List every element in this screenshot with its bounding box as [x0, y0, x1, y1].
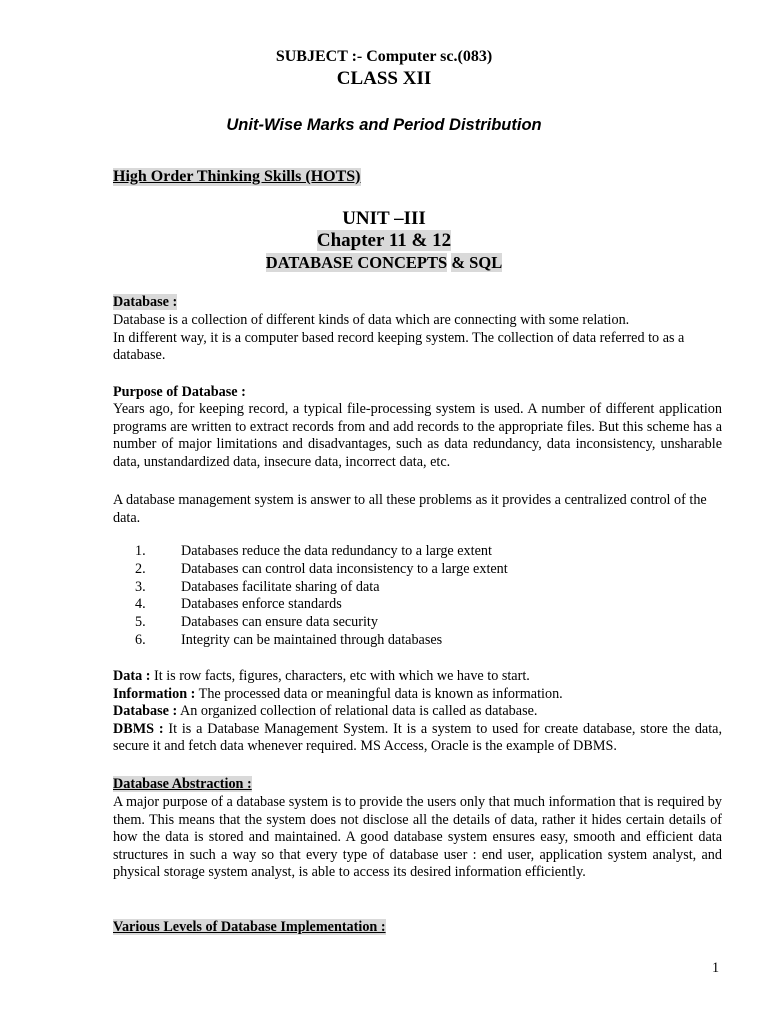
unitwise-title: Unit-Wise Marks and Period Distribution: [226, 116, 542, 134]
database-org-definition: Database : An organized collection of relational data is called as database.: [113, 703, 538, 720]
page-number: 1: [712, 960, 720, 976]
dbms-definition: DBMS : It is a Database Management System. It is a system to used for create database, store the data, secure it and fetch data whenever required. MS Access, Oracle is the example of DBMS.: [113, 720, 722, 755]
topic-title: [0, 253, 768, 273]
document-page: SUBJECT :- Computer sc.(083) CLASS XII Unit-Wise Marks and Period Distribution High Order Thinking Skills (HOTS) UNIT –III Chapter 11 & 12 DATABASE CONCEPTS & SQL Database : Database is a collection of different kinds of data which are connecting with some relation. In different way, it is a computer based record keeping system. The collection of data referred to as a database. Purpose of Database : Years ago, for keeping record, a typical file-processing system is used. A number of different application programs are written to extract records from and add records to the appropriate files. But this scheme has a number of major limitations and disadvantages, such as data redundancy, data inconsistency, unsharable data, unstandardized data, insecure data, incorrect data, etc. A database management system is answer to all these problems as it provides a centralized control of the data. 1. Databases reduce the data redundancy to a large extent 2. Databases can control data inconsistency to a large extent 3. Databases facilitate sharing of data 4. Databases enforce standards 5. Databases can ensure data security 6. Integrity can be maintained through databases Data : It is row facts, figures, characters, etc with which we have to start. Information : The processed data or meaningful data is known as information. Database : An organized collection of relational data is called as database. DBMS : It is a Database Management System. It is a system to used for create database, store the data, secure it and fetch data whenever required. MS Access, Oracle is the example of DBMS. Database Abstraction : A major purpose of a database system is to provide the users only that much information that is required by them. This means that the system does not disclose all the details of data, rather it hides certain details of how the data is stored and maintained. A good database system ensures easy, smooth and efficient data structures in such a way so that every type of database user : end user, application system analyst, and physical storage system analyst, is able to access its desired information efficiently. Various Levels of Database Implementation : 1: [0, 0, 768, 1024]
information-definition: Information : The processed data or meaningful data is known as information.: [113, 685, 563, 702]
topic-part1: DATABASE CONCEPTS: [265, 253, 448, 272]
purpose-heading: Purpose of Database :: [113, 384, 246, 400]
data-definition: Data : It is row facts, figures, characters, etc with which we have to start.: [113, 668, 530, 684]
database-line1: Database is a collection of different kinds of data which are connecting with some relation.: [113, 312, 630, 328]
unit-title: UNIT –III: [342, 208, 426, 229]
hots-heading: High Order Thinking Skills (HOTS): [113, 168, 361, 185]
levels-heading: Various Levels of Database Implementation :: [113, 919, 386, 935]
class-title: CLASS XII: [336, 68, 432, 89]
definitions-block: [113, 668, 722, 756]
database-heading: Database :: [113, 294, 178, 310]
topic-part2: & SQL: [451, 253, 503, 272]
database-line2: In different way, it is a computer based record keeping system. The collection of data referred to as a database.: [113, 329, 685, 364]
subject-line: SUBJECT :- Computer sc.(083): [275, 48, 493, 65]
chapter-text: Chapter 11 & 12: [316, 230, 452, 251]
chapter-title: [0, 230, 768, 252]
purpose-paragraph2: A database management system is answer to all these problems as it provides a centralized control of the data.: [113, 492, 707, 526]
abstraction-heading: Database Abstraction :: [113, 776, 252, 792]
database-definition: [113, 312, 722, 365]
abstraction-paragraph: A major purpose of a database system is to provide the users only that much information that is required by them. This means that the system does not disclose all the details of data, rather it hides certain details of how the data is stored and maintained. A good database system ensures easy, smooth and efficient data structures in such a way so that every type of database user : end user, application system analyst, and physical storage system analyst, is able to access its desired information efficiently.: [113, 794, 722, 881]
purpose-paragraph1: Years ago, for keeping record, a typical file-processing system is used. A number of different application programs are written to extract records from and add records to the appropriate files. But this scheme has a number of major limitations and disadvantages, such as data redundancy, data inconsistency, unsharable data, unstandardized data, insecure data, incorrect data, etc.: [113, 401, 722, 470]
